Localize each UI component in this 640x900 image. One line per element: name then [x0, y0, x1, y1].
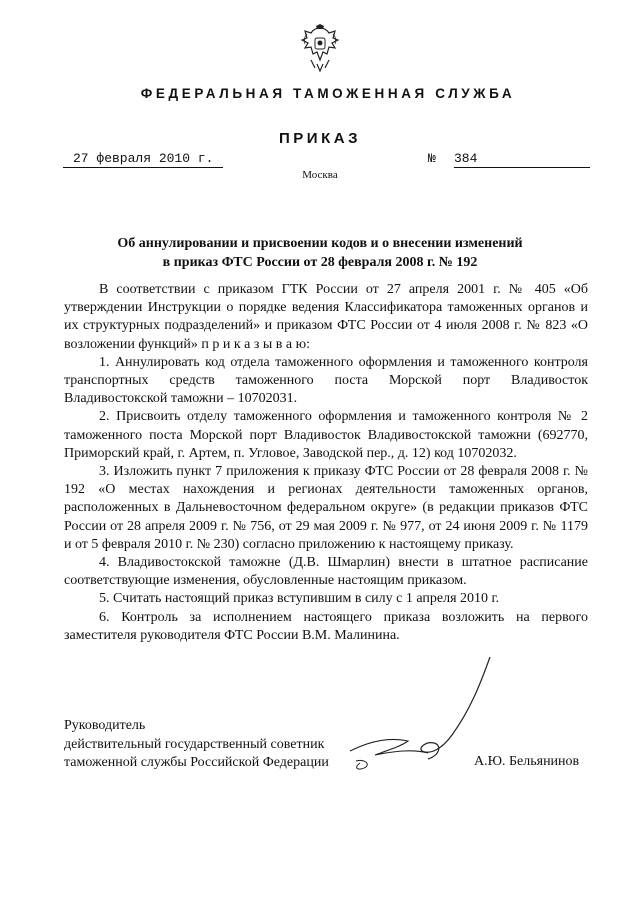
- agency-name: ФЕДЕРАЛЬНАЯ ТАМОЖЕННАЯ СЛУЖБА: [140, 86, 516, 101]
- order-body: [64, 281, 588, 645]
- signer-name: А.Ю. Бельянинов: [474, 754, 580, 769]
- order-item: 3. Изложить пункт 7 приложения к приказу ФТС России от 28 февраля 2008 г. № 192 «О местах нахождения и регионах деятельности таможенных органов, расположенных в Дальневосточном федеральном округе» (в редакции приказов ФТС России от 28 апреля 2009 г. № 756, от 29 мая 2009 г. № 977, от 24 июня 2009 г. № 1179 и от 5 февраля 2010 г. № 230) согласно приложению к настоящему приказу.: [64, 464, 588, 552]
- intro-paragraph: В соответствии с приказом ГТК России от 27 апреля 2001 г. № 405 «Об утверждении Инструкции о порядке ведения Классификатора таможенных органов и их структурных подразделений» и приказом ФТС России от 4 июля 2008 г. № 823 «О возложении функций» п р и к а з ы в а ю:: [64, 282, 588, 352]
- order-item: 1. Аннулировать код отдела таможенного оформления и таможенного контроля транспортных средств таможенного поста Морской порт Владивосток Владивостокской таможни – 10702031.: [64, 354, 588, 407]
- document-type: ПРИКАЗ: [279, 130, 361, 147]
- order-item: 4. Владивостокской таможне (Д.В. Шмарлин) внести в штатное расписание соответствующие изменения, обусловленные настоящим приказом.: [64, 555, 588, 589]
- order-item: 5. Считать настоящий приказ вступившим в силу с 1 апреля 2010 г.: [99, 591, 500, 607]
- order-number-label: №: [428, 151, 436, 166]
- order-item: 6. Контроль за исполнением настоящего приказа возложить на первого заместителя руководителя ФТС России В.М. Малинина.: [64, 609, 588, 643]
- signer-rank: действительный государственный советник: [64, 736, 325, 752]
- order-item: 2. Присвоить отделу таможенного оформления и таможенного контроля № 2 таможенного поста Морской порт Владивосток Владивостокской таможни (692770, Приморский край, г. Артем, п. Угловое, Заводской пер., д. 12) код 10702032.: [64, 409, 588, 461]
- order-number: 384: [454, 150, 590, 168]
- signer-title: Руководитель: [64, 718, 146, 733]
- signer-rank: таможенной службы Российской Федерации: [64, 755, 329, 770]
- order-subject: [80, 234, 560, 272]
- subject-line: Об аннулировании и присвоении кодов и о внесении изменений: [117, 236, 523, 251]
- order-date: 27 февраля 2010 г.: [63, 150, 223, 168]
- russian-coat-of-arms-icon: [299, 24, 341, 72]
- city: Москва: [302, 169, 338, 181]
- subject-line: в приказ ФТС России от 28 февраля 2008 г. № 192: [162, 255, 478, 270]
- signature-block: [64, 717, 329, 773]
